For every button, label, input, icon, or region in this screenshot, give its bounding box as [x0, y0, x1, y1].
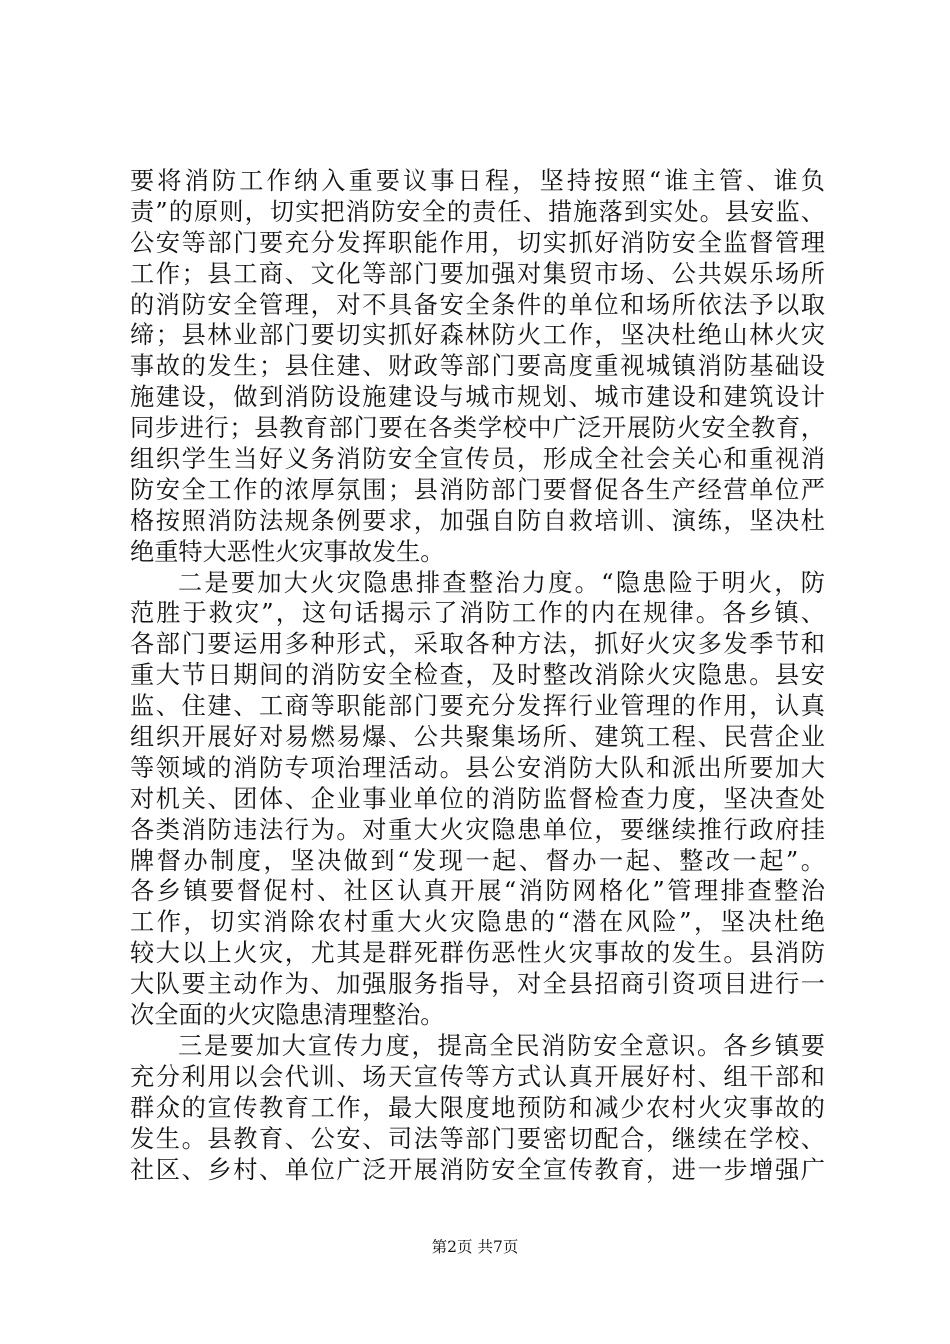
text-line: 缔；县林业部门要切实抓好森林防火工作，坚决杜绝山林火灾: [130, 321, 825, 350]
body-text: [130, 166, 825, 1185]
text-line: 各乡镇要督促村、社区认真开展“消防网格化”管理排查整治: [130, 877, 825, 906]
text-line: 发生。县教育、公安、司法等部门要密切配合，继续在学校、: [130, 1124, 825, 1153]
text-line: 等领域的消防专项治理活动。县公安消防大队和派出所要加大: [130, 753, 825, 782]
text-line: 组织开展好对易燃易爆、公共聚集场所、建筑工程、民营企业: [130, 723, 825, 752]
text-line: 充分利用以会代训、场天宣传等方式认真开展好村、组干部和: [130, 1062, 825, 1091]
text-line: 群众的宣传教育工作，最大限度地预防和减少农村火灾事故的: [130, 1093, 825, 1122]
text-line: 组织学生当好义务消防安全宣传员，形成全社会关心和重视消: [130, 445, 825, 474]
text-line: 社区、乡村、单位广泛开展消防安全宣传教育，进一步增强广: [130, 1155, 825, 1184]
text-line: 监、住建、工商等职能部门要充分发挥行业管理的作用，认真: [130, 692, 825, 721]
text-line: 同步进行；县教育部门要在各类学校中广泛开展防火安全教育，: [130, 414, 825, 443]
text-line: 格按照消防法规条例要求，加强自防自救培训、演练，坚决杜: [130, 506, 825, 535]
text-line: 责”的原则，切实把消防安全的责任、措施落到实处。县安监、: [130, 197, 825, 226]
text-line: 重大节日期间的消防安全检查，及时整改消除火灾隐患。县安: [130, 661, 825, 690]
text-line: 三是要加大宣传力度，提高全民消防安全意识。各乡镇要: [178, 1031, 825, 1060]
text-line: 防安全工作的浓厚氛围；县消防部门要督促各生产经营单位严: [130, 475, 825, 504]
text-line: 事故的发生；县住建、财政等部门要高度重视城镇消防基础设: [130, 352, 825, 381]
page-number-footer: 第2页 共7页: [431, 1238, 519, 1256]
text-line: 要将消防工作纳入重要议事日程，坚持按照“谁主管、谁负: [130, 167, 825, 195]
text-line: 各类消防违法行为。对重大火灾隐患单位，要继续推行政府挂: [130, 815, 825, 844]
text-line: 牌督办制度，坚决做到“发现一起、督办一起、整改一起”。: [130, 846, 825, 875]
text-line: 工作，切实消除农村重大火灾隐患的“潜在风险”，坚决杜绝: [130, 908, 825, 937]
text-line: 次全面的火灾隐患清理整治。: [130, 1001, 445, 1030]
text-line: 对机关、团体、企业事业单位的消防监督检查力度，坚决查处: [130, 784, 825, 813]
text-line: 公安等部门要充分发挥职能作用，切实抓好消防安全监督管理: [130, 228, 825, 257]
text-line: 工作；县工商、文化等部门要加强对集贸市场、公共娱乐场所: [130, 259, 825, 288]
text-line: 二是要加大火灾隐患排查整治力度。“隐患险于明火，防: [178, 568, 825, 597]
text-line: 范胜于救灾”，这句话揭示了消防工作的内在规律。各乡镇、: [130, 599, 825, 628]
text-line: 的消防安全管理，对不具备安全条件的单位和场所依法予以取: [130, 290, 825, 319]
text-line: 各部门要运用多种形式，采取各种方法，抓好火灾多发季节和: [130, 630, 825, 659]
text-line: 绝重特大恶性火灾事故发生。: [130, 537, 445, 566]
text-line: 大队要主动作为、加强服务指导，对全县招商引资项目进行一: [130, 970, 825, 999]
text-line: 较大以上火灾，尤其是群死群伤恶性火灾事故的发生。县消防: [130, 939, 825, 968]
text-line: 施建设，做到消防设施建设与城市规划、城市建设和建筑设计: [130, 383, 825, 412]
